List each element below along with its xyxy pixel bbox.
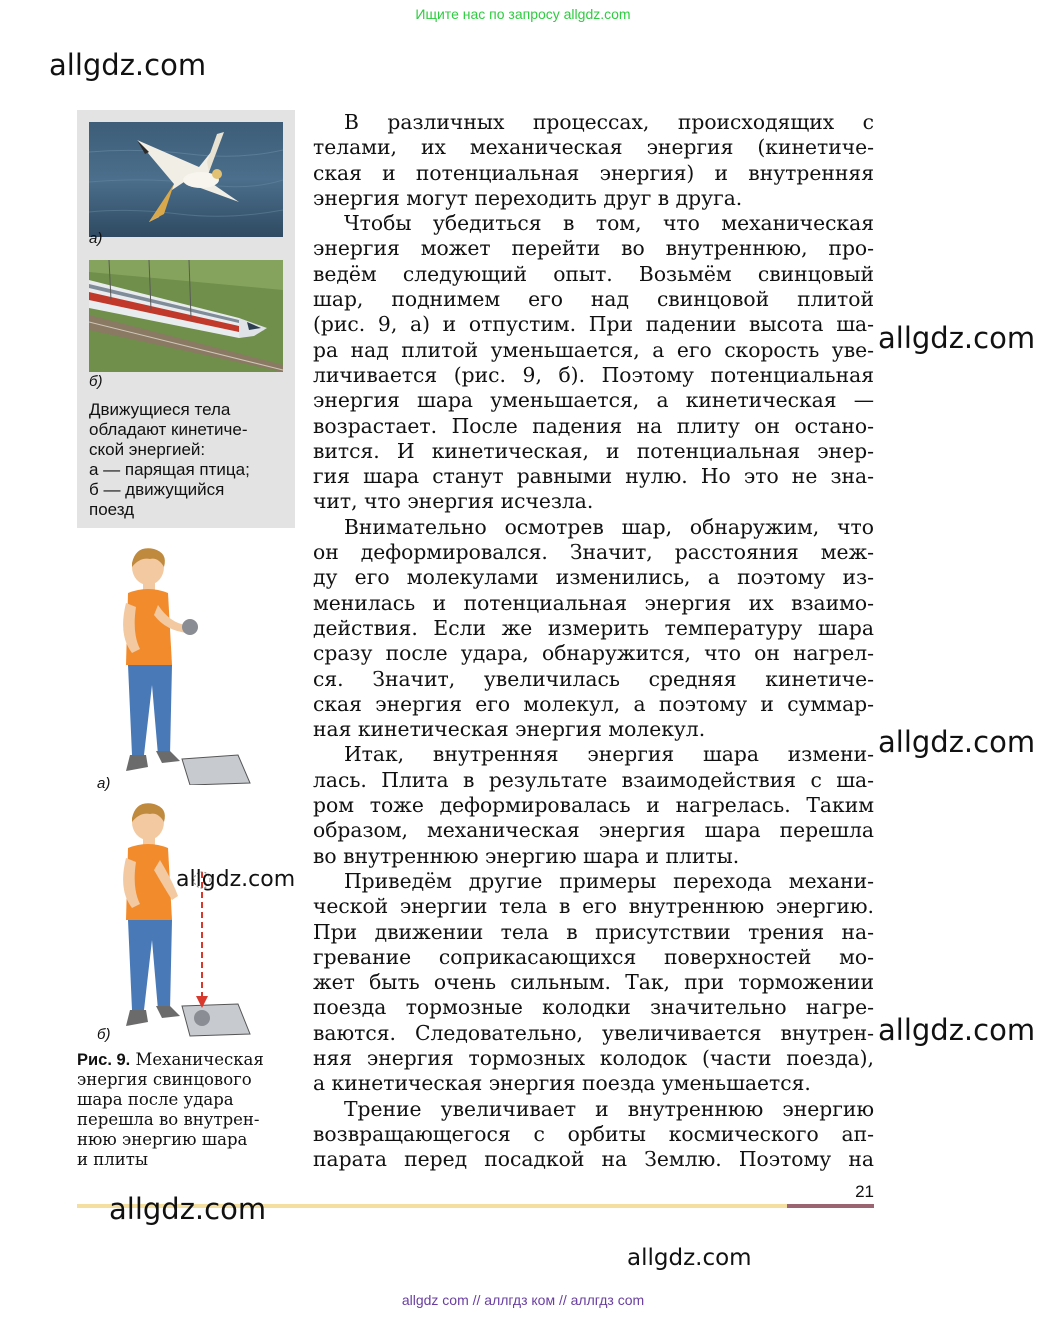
figure-caption-line: перешла во внутрен- [77, 1110, 260, 1129]
text-line: (рис. 9, а) и отпустим. При падении высота ша- [313, 312, 874, 337]
watermark-right-3: allgdz.com [878, 1013, 1036, 1047]
text-line: энергия может перейти во внутреннюю, про- [313, 236, 874, 261]
figure-caption-line: шара после удара [77, 1090, 234, 1109]
text-line: жет быть очень сильным. Так, при торможении [313, 970, 874, 995]
watermark-top-left: allgdz.com [49, 48, 207, 82]
text-line: действия. Если же измерить температуру шара [313, 615, 874, 640]
watermark-bottom-center: allgdz.com [627, 1245, 752, 1271]
text-line: шар, поднимем его над свинцовой плитой [313, 287, 874, 312]
text-line: энергия могут переходить друг в друга. [313, 185, 743, 210]
sidebar-label-a: а) [89, 230, 103, 247]
boy-holding-ball-illustration [110, 545, 260, 785]
page-number: 21 [855, 1182, 874, 1201]
figure-caption-line: нюю энергию шара [77, 1130, 248, 1149]
text-line: во внутреннюю энергию шара и плиты. [313, 843, 740, 868]
text-line: чит, что энергия исчезла. [313, 489, 594, 514]
text-line: Внимательно осмотрев шар, обнаружим, что [344, 514, 874, 539]
text-line: няя энергия тормозных колодок (части поезда), [313, 1045, 874, 1070]
watermark-right-2: allgdz.com [878, 725, 1036, 759]
figure-caption-line: энергия свинцового [77, 1070, 252, 1089]
figure-caption-line: и плиты [77, 1150, 148, 1169]
sidebar-caption-line: обладают кинетиче- [89, 420, 248, 439]
moving-train-photo [89, 260, 283, 372]
text-line: лась. Плита в результате взаимодействия с ша- [313, 767, 874, 792]
sidebar-figure-box [77, 110, 295, 528]
figure-9-caption [77, 1050, 297, 1170]
text-line: менилась и потенциальная энергия их взаимо- [313, 590, 874, 615]
figure-label-b: б) [97, 1026, 111, 1043]
text-line: гия шара станут равными нулю. Но это не зна- [313, 464, 874, 489]
figure-caption-line: Механическая [130, 1050, 264, 1069]
text-line: ческой энергии тела в его внутреннюю энергию. [313, 894, 874, 919]
sidebar-caption-line: а — парящая птица; [89, 460, 250, 479]
text-line: вится. И кинетическая, и потенциальная энер- [313, 438, 874, 463]
text-line: При движении тела в присутствии трения на- [313, 919, 874, 944]
text-line: он деформировался. Значит, расстояния меж- [313, 540, 874, 565]
flying-bird-photo [89, 122, 283, 237]
footer-divider-accent [787, 1204, 874, 1208]
text-line: ду его молекулами изменились, а поэтому из- [313, 565, 874, 590]
text-line: поезда тормозные колодки значительно нагре- [313, 995, 874, 1020]
text-line: сразу после удара, обнаружится, что он нагрел- [313, 641, 874, 666]
text-line: Приведём другие примеры перехода механи- [344, 868, 874, 893]
figure-label-a: а) [97, 775, 111, 792]
figure-caption-bold: Рис. 9. [77, 1051, 131, 1069]
text-line: ся. Значит, увеличилась средняя кинетиче- [313, 666, 874, 691]
text-line: возрастает. После падения на плиту он остано- [313, 413, 874, 438]
sidebar-caption-line: Движущиеся тела [89, 400, 231, 419]
watermark-right-1: allgdz.com [878, 321, 1036, 355]
watermark-bottom-left: allgdz.com [109, 1192, 267, 1226]
text-line: телами, их механическая энергия (кинетиче- [313, 135, 874, 160]
sidebar-caption-line: б — движущийся [89, 480, 225, 499]
text-line: ская энергия его молекул, а поэтому и суммар- [313, 691, 874, 716]
text-line: ром тоже деформировалась и нагрелась. Таким [313, 793, 874, 818]
text-line: личивается (рис. 9, б). Поэтому потенциальная [313, 362, 874, 387]
text-line: парата перед посадкой на Землю. Поэтому на [313, 1147, 874, 1172]
text-line: а кинетическая энергия поезда уменьшается. [313, 1071, 811, 1096]
boy-ball-dropped-illustration [110, 800, 260, 1040]
text-line: образом, механическая энергия шара перешла [313, 818, 874, 843]
text-line: Трение увеличивает и внутреннюю энергию [344, 1096, 874, 1121]
top-search-note: Ищите нас по запросу allgdz.com [415, 6, 631, 22]
text-line: ваются. Следовательно, увеличивается внутрен- [313, 1020, 874, 1045]
sidebar-caption-line: поезд [89, 500, 135, 519]
sidebar-caption [89, 400, 289, 520]
text-line: Итак, внутренняя энергия шара измени- [344, 742, 874, 767]
watermark-figure: allgdz.com [176, 867, 296, 892]
text-line: Чтобы убедиться в том, что механическая [344, 211, 874, 236]
bottom-site-links[interactable]: allgdz com // аллгдз ком // аллгдз com [401, 1292, 645, 1308]
sidebar-caption-line: ской энергией: [89, 440, 206, 459]
text-line: ра над плитой уменьшается, а его скорость уве- [313, 337, 874, 362]
text-line: гревание соприкасающихся поверхностей мо- [313, 944, 874, 969]
text-line: ведём следующий опыт. Возьмём свинцовый [313, 261, 874, 286]
text-line: энергия шара уменьшается, а кинетическая — [313, 388, 874, 413]
text-line: возвращающегося с орбиты космического ап- [313, 1121, 874, 1146]
text-line: ская и потенциальная энергия) и внутренняя [313, 160, 874, 185]
text-line: В различных процессах, происходящих с [344, 110, 874, 134]
main-body-text [313, 110, 874, 1172]
sidebar-label-b: б) [89, 373, 103, 390]
text-line: ная кинетическая энергия молекул. [313, 717, 706, 742]
